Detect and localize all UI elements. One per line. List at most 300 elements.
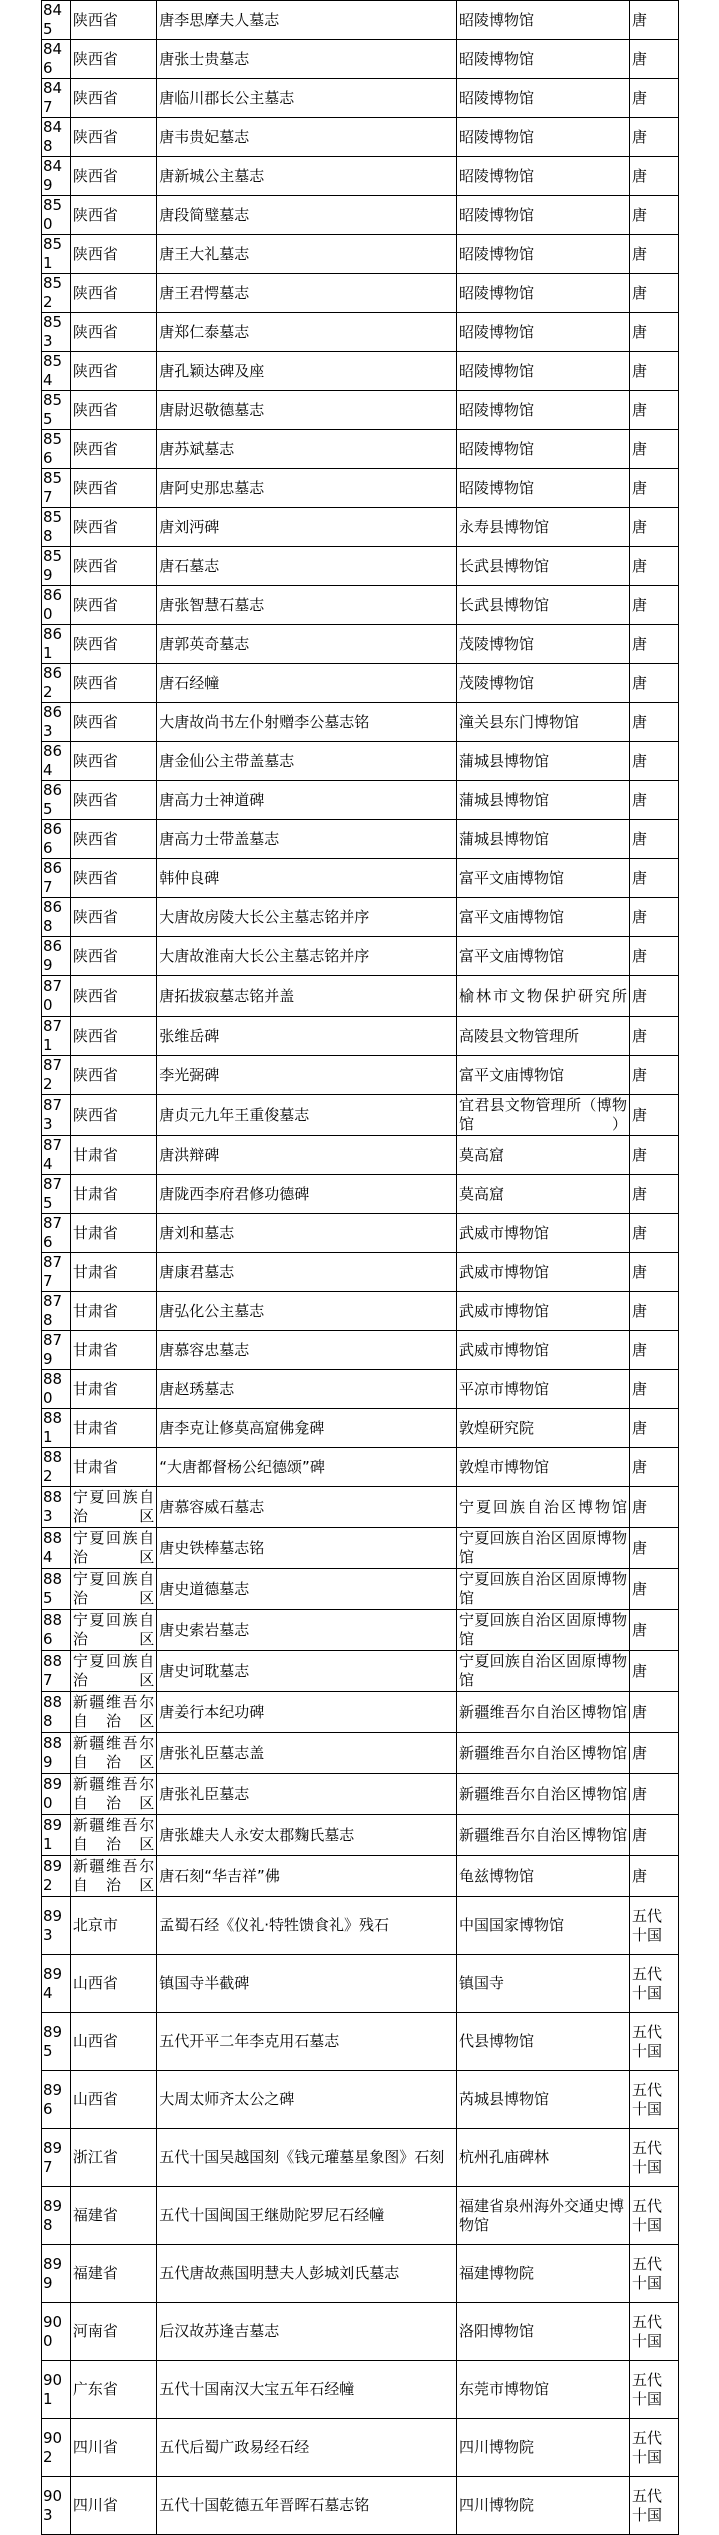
era-cell: 五代十国 (629, 2129, 678, 2187)
entry-number-cell: 846 (42, 40, 71, 79)
entry-number-cell: 885 (42, 1569, 71, 1610)
province-cell: 宁夏回族自治区 (70, 1569, 156, 1610)
province-cell: 新疆维吾尔自治区 (70, 1692, 156, 1733)
museum-cell: 长武县博物馆 (457, 547, 630, 586)
entry-number-cell: 878 (42, 1292, 71, 1331)
province-cell: 山西省 (70, 2013, 156, 2071)
inscription-name-cell: 唐石刻“华吉祥”佛 (157, 1856, 457, 1897)
province-cell: 陕西省 (70, 430, 156, 469)
province-cell: 甘肃省 (70, 1331, 156, 1370)
museum-cell: 中国国家博物馆 (457, 1897, 630, 1955)
museum-cell: 武威市博物馆 (457, 1214, 630, 1253)
era-cell: 唐 (629, 1214, 678, 1253)
era-cell: 唐 (629, 1651, 678, 1692)
inscription-name-cell: 唐刘和墓志 (157, 1214, 457, 1253)
entry-number-cell: 887 (42, 1651, 71, 1692)
entry-number-cell: 847 (42, 79, 71, 118)
inscription-name-cell: 唐刘沔碑 (157, 508, 457, 547)
province-cell: 宁夏回族自治区 (70, 1528, 156, 1569)
province-cell: 河南省 (70, 2303, 156, 2361)
province-cell: 陕西省 (70, 274, 156, 313)
era-cell: 唐 (629, 235, 678, 274)
table-row (42, 1017, 679, 1056)
entry-number-cell: 893 (42, 1897, 71, 1955)
table-row (42, 118, 679, 157)
era-cell: 唐 (629, 1448, 678, 1487)
inscription-name-cell: 唐临川郡长公主墓志 (157, 79, 457, 118)
museum-cell: 福建博物院 (457, 2245, 630, 2303)
museum-cell: 茂陵博物馆 (457, 625, 630, 664)
inscription-name-cell: 唐尉迟敬德墓志 (157, 391, 457, 430)
era-cell: 唐 (629, 937, 678, 976)
table-row (42, 430, 679, 469)
era-cell: 唐 (629, 508, 678, 547)
entry-number-cell: 881 (42, 1409, 71, 1448)
entry-number-cell: 870 (42, 976, 71, 1017)
entry-number-cell: 867 (42, 859, 71, 898)
era-cell: 唐 (629, 1409, 678, 1448)
province-cell: 陕西省 (70, 820, 156, 859)
table-row (42, 2361, 679, 2419)
entry-number-cell: 871 (42, 1017, 71, 1056)
museum-cell: 武威市博物馆 (457, 1253, 630, 1292)
inscription-name-cell: 唐高力士神道碑 (157, 781, 457, 820)
table-row (42, 742, 679, 781)
entry-number-cell: 897 (42, 2129, 71, 2187)
era-cell: 五代十国 (629, 2013, 678, 2071)
inscription-name-cell: 后汉故苏逢吉墓志 (157, 2303, 457, 2361)
museum-cell: 平凉市博物馆 (457, 1370, 630, 1409)
era-cell: 唐 (629, 313, 678, 352)
table-row (42, 274, 679, 313)
province-cell: 甘肃省 (70, 1175, 156, 1214)
era-cell: 唐 (629, 1569, 678, 1610)
entry-number-cell: 883 (42, 1487, 71, 1528)
entry-number-cell: 869 (42, 937, 71, 976)
era-cell: 唐 (629, 274, 678, 313)
province-cell: 陕西省 (70, 508, 156, 547)
province-cell: 陕西省 (70, 118, 156, 157)
table-row (42, 1, 679, 40)
table-row (42, 1528, 679, 1569)
museum-cell: 宁夏回族自治区固原博物馆 (457, 1528, 630, 1569)
entry-number-cell: 873 (42, 1095, 71, 1136)
era-cell: 唐 (629, 625, 678, 664)
museum-cell: 潼关县东门博物馆 (457, 703, 630, 742)
entry-number-cell: 879 (42, 1331, 71, 1370)
inscription-name-cell: 唐郭英奇墓志 (157, 625, 457, 664)
inscription-name-cell: 大唐故淮南大长公主墓志铭并序 (157, 937, 457, 976)
inscription-name-cell: 唐孔颖达碑及座 (157, 352, 457, 391)
table-row (42, 1955, 679, 2013)
museum-cell: 昭陵博物馆 (457, 157, 630, 196)
museum-cell: 富平文庙博物馆 (457, 937, 630, 976)
era-cell: 唐 (629, 1292, 678, 1331)
museum-cell: 宜君县文物管理所（博物馆） (457, 1095, 630, 1136)
era-cell: 唐 (629, 1331, 678, 1370)
inscription-name-cell: 唐慕容忠墓志 (157, 1331, 457, 1370)
museum-cell: 富平文庙博物馆 (457, 898, 630, 937)
entry-number-cell: 889 (42, 1733, 71, 1774)
museum-cell: 昭陵博物馆 (457, 118, 630, 157)
table-row (42, 2477, 679, 2535)
entry-number-cell: 848 (42, 118, 71, 157)
era-cell: 唐 (629, 157, 678, 196)
table-row (42, 664, 679, 703)
era-cell: 五代十国 (629, 2361, 678, 2419)
inscription-name-cell: 唐慕容威石墓志 (157, 1487, 457, 1528)
era-cell: 唐 (629, 1856, 678, 1897)
inscription-name-cell: 李光弼碑 (157, 1056, 457, 1095)
museum-cell: 新疆维吾尔自治区博物馆 (457, 1774, 630, 1815)
inscription-name-cell: 唐石墓志 (157, 547, 457, 586)
province-cell: 陕西省 (70, 469, 156, 508)
table-row (42, 352, 679, 391)
table-row (42, 1253, 679, 1292)
era-cell: 唐 (629, 1095, 678, 1136)
table-row (42, 625, 679, 664)
era-cell: 唐 (629, 352, 678, 391)
province-cell: 新疆维吾尔自治区 (70, 1856, 156, 1897)
table-row (42, 40, 679, 79)
entry-number-cell: 859 (42, 547, 71, 586)
inscription-name-cell: 唐张智慧石墓志 (157, 586, 457, 625)
entry-number-cell: 860 (42, 586, 71, 625)
museum-cell: 昭陵博物馆 (457, 313, 630, 352)
province-cell: 陕西省 (70, 157, 156, 196)
province-cell: 陕西省 (70, 1, 156, 40)
province-cell: 甘肃省 (70, 1214, 156, 1253)
table-row (42, 1569, 679, 1610)
entry-number-cell: 865 (42, 781, 71, 820)
table-row (42, 391, 679, 430)
inscription-name-cell: 镇国寺半截碑 (157, 1955, 457, 2013)
province-cell: 宁夏回族自治区 (70, 1610, 156, 1651)
province-cell: 山西省 (70, 1955, 156, 2013)
table-row (42, 1774, 679, 1815)
province-cell: 陕西省 (70, 625, 156, 664)
era-cell: 五代十国 (629, 1955, 678, 2013)
province-cell: 陕西省 (70, 79, 156, 118)
inscription-name-cell: 唐郑仁泰墓志 (157, 313, 457, 352)
era-cell: 唐 (629, 586, 678, 625)
museum-cell: 昭陵博物馆 (457, 196, 630, 235)
entry-number-cell: 892 (42, 1856, 71, 1897)
era-cell: 五代十国 (629, 2419, 678, 2477)
province-cell: 新疆维吾尔自治区 (70, 1774, 156, 1815)
inscription-name-cell: 五代十国乾德五年晋晖石墓志铭 (157, 2477, 457, 2535)
museum-cell: 新疆维吾尔自治区博物馆 (457, 1733, 630, 1774)
table-row (42, 586, 679, 625)
era-cell: 唐 (629, 1017, 678, 1056)
entry-number-cell: 872 (42, 1056, 71, 1095)
entry-number-cell: 868 (42, 898, 71, 937)
province-cell: 陕西省 (70, 742, 156, 781)
table-row (42, 508, 679, 547)
era-cell: 唐 (629, 469, 678, 508)
museum-cell: 昭陵博物馆 (457, 430, 630, 469)
inscription-name-cell: 韩仲良碑 (157, 859, 457, 898)
entry-number-cell: 888 (42, 1692, 71, 1733)
inscription-name-cell: 五代开平二年李克用石墓志 (157, 2013, 457, 2071)
era-cell: 唐 (629, 1253, 678, 1292)
province-cell: 陕西省 (70, 703, 156, 742)
table-row (42, 1095, 679, 1136)
province-cell: 陕西省 (70, 40, 156, 79)
table-row (42, 1487, 679, 1528)
inscription-name-cell: 五代十国闽国王继勋陀罗尼石经幢 (157, 2187, 457, 2245)
table-row (42, 1175, 679, 1214)
province-cell: 山西省 (70, 2071, 156, 2129)
era-cell: 唐 (629, 664, 678, 703)
entry-number-cell: 845 (42, 1, 71, 40)
museum-cell: 永寿县博物馆 (457, 508, 630, 547)
inscription-name-cell: 五代唐故燕国明慧夫人彭城刘氏墓志 (157, 2245, 457, 2303)
era-cell: 唐 (629, 742, 678, 781)
entry-number-cell: 855 (42, 391, 71, 430)
era-cell: 唐 (629, 1487, 678, 1528)
era-cell: 唐 (629, 1056, 678, 1095)
entry-number-cell: 850 (42, 196, 71, 235)
museum-cell: 镇国寺 (457, 1955, 630, 2013)
province-cell: 陕西省 (70, 313, 156, 352)
museum-cell: 昭陵博物馆 (457, 40, 630, 79)
table-row (42, 859, 679, 898)
era-cell: 唐 (629, 1, 678, 40)
province-cell: 宁夏回族自治区 (70, 1487, 156, 1528)
table-row (42, 547, 679, 586)
table-row (42, 1136, 679, 1175)
era-cell: 五代十国 (629, 1897, 678, 1955)
entry-number-cell: 895 (42, 2013, 71, 2071)
museum-cell: 昭陵博物馆 (457, 274, 630, 313)
inscription-name-cell: 唐新城公主墓志 (157, 157, 457, 196)
museum-cell: 芮城县博物馆 (457, 2071, 630, 2129)
table-row (42, 1370, 679, 1409)
inscription-name-cell: 唐李思摩夫人墓志 (157, 1, 457, 40)
table-row (42, 781, 679, 820)
inscription-name-cell: 唐赵琇墓志 (157, 1370, 457, 1409)
museum-cell: 宁夏回族自治区固原博物馆 (457, 1651, 630, 1692)
museum-cell: 富平文庙博物馆 (457, 1056, 630, 1095)
entry-number-cell: 864 (42, 742, 71, 781)
table-row (42, 2129, 679, 2187)
province-cell: 四川省 (70, 2419, 156, 2477)
inscription-name-cell: 唐金仙公主带盖墓志 (157, 742, 457, 781)
era-cell: 唐 (629, 40, 678, 79)
museum-cell: 东莞市博物馆 (457, 2361, 630, 2419)
era-cell: 唐 (629, 391, 678, 430)
table-row (42, 1331, 679, 1370)
table-row (42, 820, 679, 859)
museum-cell: 杭州孔庙碑林 (457, 2129, 630, 2187)
entry-number-cell: 861 (42, 625, 71, 664)
province-cell: 陕西省 (70, 937, 156, 976)
table-row (42, 469, 679, 508)
table-row (42, 2187, 679, 2245)
table-row (42, 1214, 679, 1253)
inscription-name-cell: 唐洪辩碑 (157, 1136, 457, 1175)
era-cell: 唐 (629, 118, 678, 157)
province-cell: 新疆维吾尔自治区 (70, 1815, 156, 1856)
museum-cell: 洛阳博物馆 (457, 2303, 630, 2361)
entry-number-cell: 852 (42, 274, 71, 313)
museum-cell: 敦煌市博物馆 (457, 1448, 630, 1487)
province-cell: 陕西省 (70, 859, 156, 898)
era-cell: 唐 (629, 1610, 678, 1651)
table-row (42, 1651, 679, 1692)
museum-cell: 高陵县文物管理所 (457, 1017, 630, 1056)
era-cell: 唐 (629, 196, 678, 235)
era-cell: 唐 (629, 781, 678, 820)
province-cell: 陕西省 (70, 586, 156, 625)
province-cell: 陕西省 (70, 781, 156, 820)
inscription-name-cell: 五代后蜀广政易经石经 (157, 2419, 457, 2477)
era-cell: 唐 (629, 1815, 678, 1856)
museum-cell: 昭陵博物馆 (457, 391, 630, 430)
inscription-name-cell: 唐张礼臣墓志 (157, 1774, 457, 1815)
province-cell: 陕西省 (70, 391, 156, 430)
entry-number-cell: 877 (42, 1253, 71, 1292)
era-cell: 五代十国 (629, 2477, 678, 2535)
table-row (42, 2419, 679, 2477)
inscription-name-cell: 大周太师齐太公之碑 (157, 2071, 457, 2129)
province-cell: 甘肃省 (70, 1292, 156, 1331)
table-row (42, 1733, 679, 1774)
inscription-name-cell: 唐张士贵墓志 (157, 40, 457, 79)
entry-number-cell: 899 (42, 2245, 71, 2303)
inscription-name-cell: 唐史索岩墓志 (157, 1610, 457, 1651)
era-cell: 唐 (629, 1528, 678, 1569)
province-cell: 陕西省 (70, 976, 156, 1017)
province-cell: 四川省 (70, 2477, 156, 2535)
entry-number-cell: 886 (42, 1610, 71, 1651)
entry-number-cell: 891 (42, 1815, 71, 1856)
inscription-name-cell: 唐张雄夫人永安太郡麴氏墓志 (157, 1815, 457, 1856)
table-row (42, 235, 679, 274)
museum-cell: 福建省泉州海外交通史博物馆 (457, 2187, 630, 2245)
inscription-name-cell: 唐王君愕墓志 (157, 274, 457, 313)
museum-cell: 长武县博物馆 (457, 586, 630, 625)
entry-number-cell: 857 (42, 469, 71, 508)
museum-cell: 蒲城县博物馆 (457, 820, 630, 859)
museum-cell: 龟兹博物馆 (457, 1856, 630, 1897)
era-cell: 唐 (629, 1774, 678, 1815)
era-cell: 唐 (629, 1692, 678, 1733)
entry-number-cell: 856 (42, 430, 71, 469)
province-cell: 陕西省 (70, 1056, 156, 1095)
inscription-name-cell: 唐韦贵妃墓志 (157, 118, 457, 157)
entry-number-cell: 853 (42, 313, 71, 352)
museum-cell: 四川博物院 (457, 2419, 630, 2477)
table-row (42, 1409, 679, 1448)
province-cell: 浙江省 (70, 2129, 156, 2187)
era-cell: 唐 (629, 430, 678, 469)
province-cell: 甘肃省 (70, 1409, 156, 1448)
era-cell: 唐 (629, 1733, 678, 1774)
table-row (42, 976, 679, 1017)
entry-number-cell: 900 (42, 2303, 71, 2361)
entry-number-cell: 862 (42, 664, 71, 703)
stone-inscriptions-table (41, 0, 679, 2535)
province-cell: 陕西省 (70, 196, 156, 235)
museum-cell: 武威市博物馆 (457, 1331, 630, 1370)
museum-cell: 代县博物馆 (457, 2013, 630, 2071)
inscription-name-cell: 五代十国吴越国刻《钱元瓘墓星象图》石刻 (157, 2129, 457, 2187)
museum-cell: 敦煌研究院 (457, 1409, 630, 1448)
entry-number-cell: 876 (42, 1214, 71, 1253)
inscription-name-cell: 唐康君墓志 (157, 1253, 457, 1292)
entry-number-cell: 898 (42, 2187, 71, 2245)
inscription-name-cell: 唐弘化公主墓志 (157, 1292, 457, 1331)
entry-number-cell: 851 (42, 235, 71, 274)
province-cell: 甘肃省 (70, 1448, 156, 1487)
table-row (42, 1815, 679, 1856)
museum-cell: 昭陵博物馆 (457, 79, 630, 118)
heritage-list-page (41, 0, 679, 2535)
museum-cell: 榆林市文物保护研究所 (457, 976, 630, 1017)
museum-cell: 莫高窟 (457, 1175, 630, 1214)
inscription-name-cell: 唐陇西李府君修功德碑 (157, 1175, 457, 1214)
table-row (42, 196, 679, 235)
museum-cell: 昭陵博物馆 (457, 1, 630, 40)
museum-cell: 昭陵博物馆 (457, 469, 630, 508)
museum-cell: 宁夏回族自治区固原博物馆 (457, 1569, 630, 1610)
province-cell: 福建省 (70, 2187, 156, 2245)
province-cell: 陕西省 (70, 1095, 156, 1136)
inscription-name-cell: 唐阿史那忠墓志 (157, 469, 457, 508)
entry-number-cell: 894 (42, 1955, 71, 2013)
province-cell: 北京市 (70, 1897, 156, 1955)
table-row (42, 2013, 679, 2071)
entry-number-cell: 880 (42, 1370, 71, 1409)
province-cell: 福建省 (70, 2245, 156, 2303)
province-cell: 陕西省 (70, 664, 156, 703)
table-row (42, 1610, 679, 1651)
province-cell: 新疆维吾尔自治区 (70, 1733, 156, 1774)
museum-cell: 宁夏回族自治区固原博物馆 (457, 1610, 630, 1651)
table-row (42, 898, 679, 937)
table-row (42, 313, 679, 352)
era-cell: 五代十国 (629, 2303, 678, 2361)
museum-cell: 蒲城县博物馆 (457, 781, 630, 820)
inscription-name-cell: 大唐故尚书左仆射赠李公墓志铭 (157, 703, 457, 742)
entry-number-cell: 874 (42, 1136, 71, 1175)
province-cell: 陕西省 (70, 352, 156, 391)
province-cell: 陕西省 (70, 898, 156, 937)
museum-cell: 新疆维吾尔自治区博物馆 (457, 1692, 630, 1733)
table-row (42, 1692, 679, 1733)
era-cell: 唐 (629, 547, 678, 586)
table-row (42, 2071, 679, 2129)
era-cell: 唐 (629, 1136, 678, 1175)
inscription-name-cell: 唐张礼臣墓志盖 (157, 1733, 457, 1774)
museum-cell: 昭陵博物馆 (457, 235, 630, 274)
inscription-name-cell: “大唐都督杨公纪德颂”碑 (157, 1448, 457, 1487)
province-cell: 甘肃省 (70, 1136, 156, 1175)
era-cell: 五代十国 (629, 2245, 678, 2303)
province-cell: 甘肃省 (70, 1253, 156, 1292)
table-row (42, 1448, 679, 1487)
museum-cell: 武威市博物馆 (457, 1292, 630, 1331)
museum-cell: 茂陵博物馆 (457, 664, 630, 703)
province-cell: 陕西省 (70, 1017, 156, 1056)
table-row (42, 1056, 679, 1095)
table-row (42, 157, 679, 196)
table-body (42, 1, 679, 2535)
inscription-name-cell: 唐高力士带盖墓志 (157, 820, 457, 859)
entry-number-cell: 854 (42, 352, 71, 391)
